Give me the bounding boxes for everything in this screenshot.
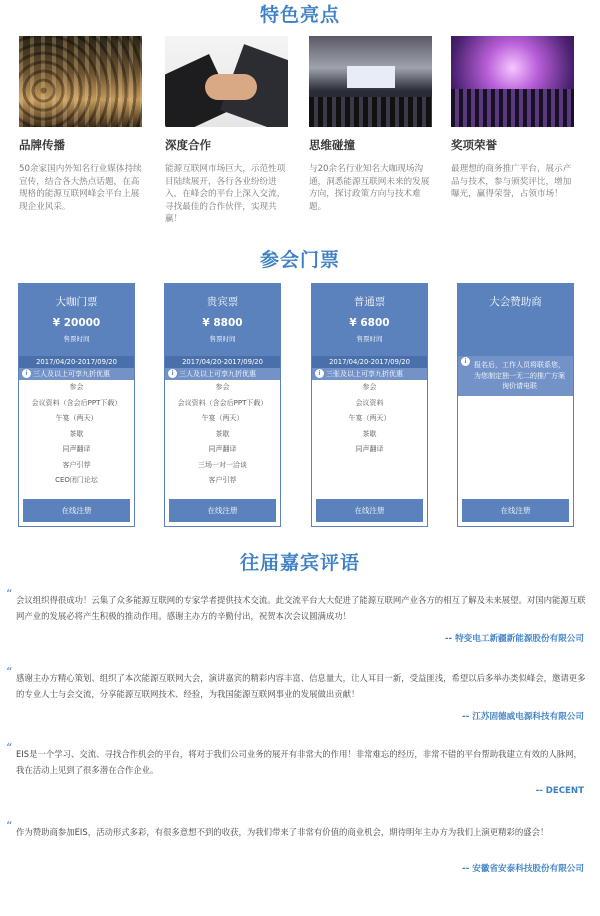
ticket-vip-speaker [18,283,135,527]
list-item: 客户引荐 [208,476,237,484]
list-item: 同声翻译 [355,445,384,453]
ticket-sponsor-note: i 报名后，工作人员将联系您，为您制定独一无二的推广方案 询价请电联 [458,356,573,396]
feature-cooperation [165,36,290,226]
reviews-title: 往届嘉宾评语 [239,552,360,574]
feature-photo [451,36,574,127]
list-item: 茶歇 [69,429,84,438]
register-button[interactable]: 在线注册 [316,499,423,522]
feature-photo [309,36,432,127]
ticket-regular [311,283,428,527]
ticket-discount-note: i 三张及以上可享九折优惠 [312,368,427,380]
ticket-name: 大咖门票 [55,296,98,308]
list-item: 会议资料 [355,398,384,407]
features-title: 特色亮点 [259,4,340,26]
review-1 [6,587,590,644]
ticket-discount-note: i 三人及以上可享九折优惠 [19,368,134,380]
tickets-title: 参会门票 [259,249,340,271]
list-item: 客户引荐 [62,460,91,469]
ticket-sponsor [457,283,574,527]
register-button[interactable]: 在线注册 [23,499,130,522]
feature-title: 品牌传播 [19,138,65,152]
open-quote-icon: “ [6,741,13,755]
ticket-items [165,380,280,489]
open-quote-icon: “ [6,665,13,679]
review-author: -- 特变电工新疆新能源股份有限公司 [444,634,584,644]
review-author: -- 安徽省安泰科技股份有限公司 [462,864,584,874]
list-item: 会议资料（含会后PPT下载） [177,398,268,407]
feature-desc: 50余家国内外知名行业媒体持续宣传，结合各大热点话题，在高规格的能源互联网峰会平台上展现企业风采。 [19,164,142,212]
list-item: 参会 [362,383,377,391]
review-3 [6,741,590,796]
list-item: 参会 [215,383,230,391]
feature-photo [165,36,288,127]
feature-title: 思维碰撞 [309,138,355,152]
ticket-name: 贵宾票 [206,296,239,308]
info-icon: i [168,369,177,378]
review-text: 会议组织得很成功！云集了众多能源互联网的专家学者提供技术交流。此交流平台大大促进了能源互联网产业各方的相互了解及未来展望。对国内能源互联网产业的发展必将产生积极的推动作用。感谢主办方的辛勤付出，祝贺本次会议圆满成功！ [16,595,586,621]
review-text: 感谢主办方精心策划、组织了本次能源互联网大会，演讲嘉宾的精彩内容丰富、信息量大，让人耳目一新，受益匪浅，希望以后多举办类似峰会，邀请更多的专业人士与会交流，分享能源互联网技术、经验，为我国能源互联网事业的发展做出贡献！ [16,673,586,699]
ticket-date: 2017/04/20-2017/09/20 [312,356,427,368]
ticket-date: 2017/04/20-2017/09/20 [19,356,134,368]
ticket-items [19,380,134,489]
ticket-date: 2017/04/20-2017/09/20 [165,356,280,368]
open-quote-icon: “ [6,587,13,601]
register-button[interactable]: 在线注册 [462,499,569,522]
feature-title: 奖项荣誉 [451,138,497,152]
open-quote-icon: “ [6,819,13,833]
feature-desc: 与20余名行业知名大咖现场沟通，洞悉能源互联网未来的发展方向，探讨政策方向与技术难题。 [309,164,430,212]
ticket-discount-note: i 三人及以上可享九折优惠 [165,368,280,380]
ticket-sale-label: 售票时间 [209,335,236,343]
list-item: 三场一对一洽谈 [198,460,247,469]
feature-title: 深度合作 [165,138,211,152]
ticket-price: ¥ 6800 [349,317,390,329]
list-item: 茶歇 [362,429,377,438]
list-item: 茶歇 [215,429,230,438]
info-icon: i [22,369,31,378]
list-item: 同声翻译 [208,445,237,453]
info-icon: i [315,369,324,378]
feature-desc: 能源互联网市场巨大，示范性项目陆续展开，各行各业纷纷进入，在峰会的平台上深入交流，寻找最佳的合作伙伴，实现共赢！ [165,164,286,224]
ticket-vip [164,283,281,527]
info-icon: i [461,357,470,366]
review-4 [6,819,590,874]
ticket-name: 普通票 [353,296,386,308]
ticket-price: ¥ 20000 [52,317,101,329]
list-item: 午宴（两天） [201,414,244,422]
list-item: 会议资料（含会后PPT下载） [31,398,122,407]
feature-desc: 最理想的商务推广平台，展示产品与技术，参与颁奖评比，增加曝光，赢得荣誉，占领市场！ [451,164,572,199]
feature-photo [19,36,142,127]
review-author: -- 江苏固德威电源科技有限公司 [462,712,584,722]
ticket-name: 大会赞助商 [489,296,542,308]
ticket-sale-label: 售票时间 [356,335,383,343]
ticket-price: ¥ 8800 [202,317,243,329]
feature-ideas [309,36,434,213]
feature-awards [451,36,576,201]
ticket-items [312,380,427,458]
list-item: CEO闭门论坛 [55,476,98,484]
register-button[interactable]: 在线注册 [169,499,276,522]
review-2 [6,665,590,722]
list-item: 午宴（两天） [55,414,98,422]
review-text: EIS是一个学习、交流、寻找合作机会的平台，将对于我们公司业务的展开有非常大的作用！非常难忘的经历，非常不错的平台帮助我建立有效的人脉网，我在活动上见到了很多潜在合作企业。 [16,749,582,775]
feature-brand [19,36,144,213]
list-item: 午宴（两天） [348,414,391,422]
ticket-sale-label: 售票时间 [63,335,90,343]
review-author: -- DECENT [535,786,584,796]
list-item: 参会 [69,383,84,391]
review-text: 作为赞助商参加EIS，活动形式多彩，有很多意想不到的收获，为我们带来了非常有价值的商业机会，期待明年主办方为我们上演更精彩的盛会！ [16,827,549,837]
list-item: 同声翻译 [62,445,91,453]
